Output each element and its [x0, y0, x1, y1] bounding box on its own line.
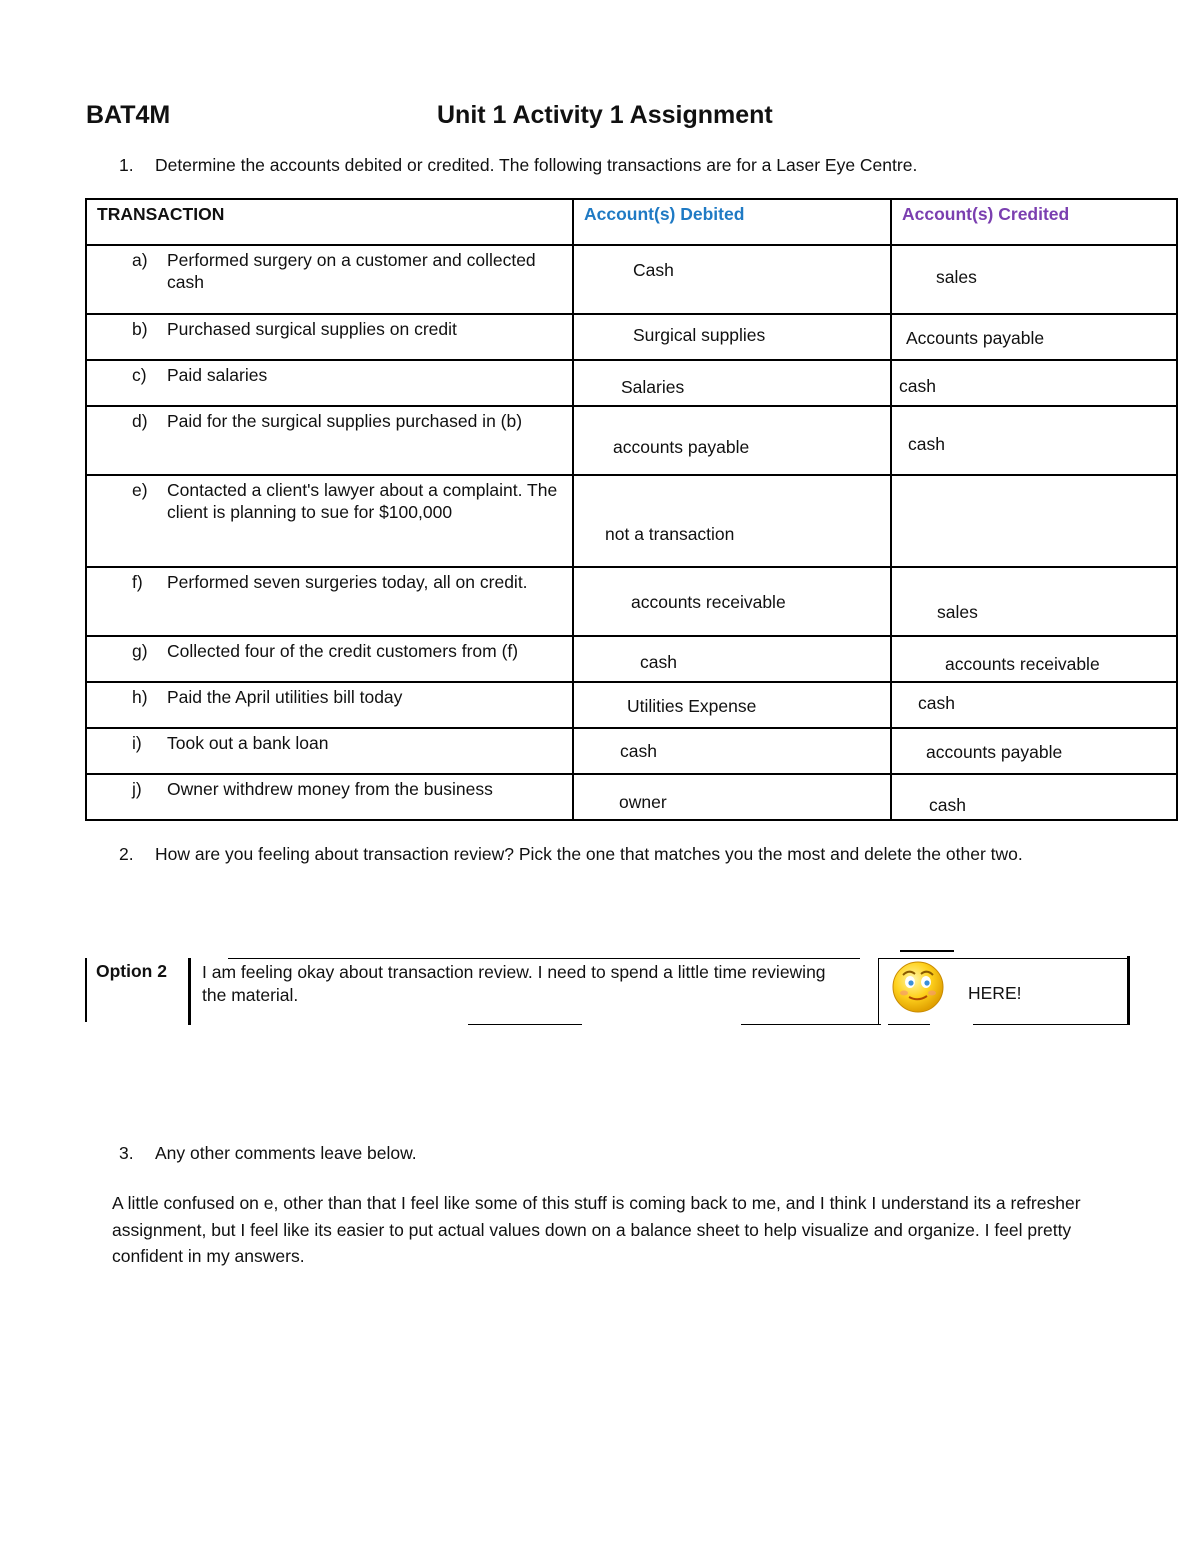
- transactions-table: [85, 198, 1178, 821]
- row-letter: h): [132, 687, 148, 707]
- transaction-description: Paid for the surgical supplies purchased in (b): [167, 411, 523, 431]
- credit-answer[interactable]: accounts receivable: [945, 654, 1100, 674]
- option-border-left: [85, 958, 87, 1022]
- option-border-bottom-2: [741, 1024, 881, 1025]
- credit-cell[interactable]: [891, 636, 1177, 682]
- smiley-face-icon: [890, 958, 946, 1014]
- transaction-cell: [86, 636, 573, 682]
- debit-cell[interactable]: [573, 636, 891, 682]
- table-row: [86, 636, 1177, 682]
- option-text: I am feeling okay about transaction review. I need to spend a little time reviewing the material.: [202, 962, 826, 1005]
- table-row: [86, 682, 1177, 728]
- transaction-cell: [86, 567, 573, 636]
- option-border-right: [1127, 956, 1130, 1025]
- transaction-cell: [86, 475, 573, 567]
- transaction-description: Owner withdrew money from the business: [167, 779, 493, 799]
- credit-cell[interactable]: [891, 406, 1177, 475]
- transaction-cell: [86, 774, 573, 820]
- debit-answer[interactable]: not a transaction: [605, 524, 735, 544]
- header-debited: Account(s) Debited: [584, 204, 745, 224]
- debit-answer[interactable]: Cash: [633, 260, 674, 280]
- transaction-cell: [86, 360, 573, 406]
- question-1-text: Determine the accounts debited or credited. The following transactions are for a Laser Eye Centre.: [155, 155, 918, 175]
- question-2-number: 2.: [119, 844, 134, 864]
- row-letter: d): [132, 411, 148, 431]
- row-letter: a): [132, 250, 148, 270]
- option-border-bottom-3: [888, 1024, 930, 1025]
- table-row: [86, 406, 1177, 475]
- option-border-fragment: [900, 950, 954, 952]
- transaction-description: Paid the April utilities bill today: [167, 687, 403, 707]
- row-letter: e): [132, 480, 148, 500]
- credit-answer[interactable]: cash: [918, 693, 955, 713]
- transaction-cell: [86, 245, 573, 314]
- table-row: [86, 314, 1177, 360]
- option-border-top: [228, 958, 860, 959]
- option-label: Option 2: [96, 961, 167, 981]
- credit-answer[interactable]: sales: [937, 602, 978, 622]
- header-cell-transaction: [86, 199, 573, 245]
- credit-cell[interactable]: [891, 682, 1177, 728]
- debit-cell[interactable]: [573, 774, 891, 820]
- question-3-number: 3.: [119, 1143, 134, 1163]
- debit-answer[interactable]: owner: [619, 792, 667, 812]
- debit-answer[interactable]: cash: [640, 652, 677, 672]
- debit-answer[interactable]: cash: [620, 741, 657, 761]
- row-letter: j): [132, 779, 142, 799]
- table-row: [86, 728, 1177, 774]
- table-row: [86, 774, 1177, 820]
- credit-cell[interactable]: [891, 360, 1177, 406]
- debit-cell[interactable]: [573, 245, 891, 314]
- row-letter: f): [132, 572, 143, 592]
- row-letter: g): [132, 641, 148, 661]
- transaction-cell: [86, 406, 573, 475]
- debit-cell[interactable]: [573, 314, 891, 360]
- debit-answer[interactable]: Surgical supplies: [633, 325, 766, 345]
- comment-answer[interactable]: A little confused on e, other than that I feel like some of this stuff is coming back to me, and I think I understand its a refresher assignment, but I feel like its easier to put actual values down on a balance sheet to help visualize and organize. I feel pretty confident in my answers.: [112, 1193, 1081, 1266]
- transaction-cell: [86, 728, 573, 774]
- debit-answer[interactable]: Salaries: [621, 377, 685, 397]
- table-row: [86, 567, 1177, 636]
- row-letter: i): [132, 733, 142, 753]
- option-border-bottom-4: [973, 1024, 1127, 1025]
- header-credited: Account(s) Credited: [902, 204, 1070, 224]
- credit-cell[interactable]: [891, 774, 1177, 820]
- table-row: [86, 475, 1177, 567]
- transaction-cell: [86, 314, 573, 360]
- row-letter: c): [132, 365, 147, 385]
- transaction-description: Collected four of the credit customers from (f): [167, 641, 519, 661]
- credit-answer[interactable]: cash: [929, 795, 966, 815]
- debit-cell[interactable]: [573, 728, 891, 774]
- question-2-text: How are you feeling about transaction review? Pick the one that matches you the most and delete the other two.: [155, 844, 1023, 864]
- transaction-description: Purchased surgical supplies on credit: [167, 319, 457, 339]
- credit-cell[interactable]: [891, 245, 1177, 314]
- transaction-description: Took out a bank loan: [167, 733, 329, 753]
- question-1-number: 1.: [119, 155, 134, 175]
- header-cell-debited: [573, 199, 891, 245]
- row-letter: b): [132, 319, 148, 339]
- transaction-description: Contacted a client's lawyer about a complaint. The client is planning to sue for $100,000: [167, 480, 558, 522]
- debit-answer[interactable]: accounts receivable: [631, 592, 786, 612]
- here-marker: HERE!: [968, 983, 1022, 1003]
- transaction-cell: [86, 682, 573, 728]
- transaction-description: Performed surgery on a customer and collected cash: [167, 250, 536, 292]
- debit-cell[interactable]: [573, 406, 891, 475]
- header-transaction: TRANSACTION: [97, 204, 225, 224]
- debit-cell[interactable]: [573, 360, 891, 406]
- question-3-text: Any other comments leave below.: [155, 1143, 417, 1163]
- credit-cell[interactable]: [891, 728, 1177, 774]
- credit-answer[interactable]: cash: [899, 376, 936, 396]
- option-border-bottom-1: [468, 1024, 582, 1025]
- table-header-row: [86, 199, 1177, 245]
- header-cell-credited: [891, 199, 1177, 245]
- credit-answer[interactable]: accounts payable: [926, 742, 1063, 762]
- credit-cell[interactable]: [891, 475, 1177, 567]
- debit-answer[interactable]: Utilities Expense: [627, 696, 757, 716]
- page-title: Unit 1 Activity 1 Assignment: [437, 101, 773, 129]
- debit-cell[interactable]: [573, 475, 891, 567]
- table-row: [86, 360, 1177, 406]
- debit-cell[interactable]: [573, 567, 891, 636]
- option-divider: [188, 958, 191, 1025]
- course-code: BAT4M: [86, 101, 171, 129]
- option-divider-2: [878, 958, 879, 1024]
- debit-cell[interactable]: [573, 682, 891, 728]
- credit-cell[interactable]: [891, 314, 1177, 360]
- transaction-description: Paid salaries: [167, 365, 268, 385]
- debit-answer[interactable]: accounts payable: [613, 437, 750, 457]
- credit-answer[interactable]: sales: [936, 267, 977, 287]
- transaction-description: Performed seven surgeries today, all on credit.: [167, 572, 528, 592]
- credit-answer[interactable]: Accounts payable: [906, 328, 1045, 348]
- credit-answer[interactable]: cash: [908, 434, 945, 454]
- table-row: [86, 245, 1177, 314]
- credit-cell[interactable]: [891, 567, 1177, 636]
